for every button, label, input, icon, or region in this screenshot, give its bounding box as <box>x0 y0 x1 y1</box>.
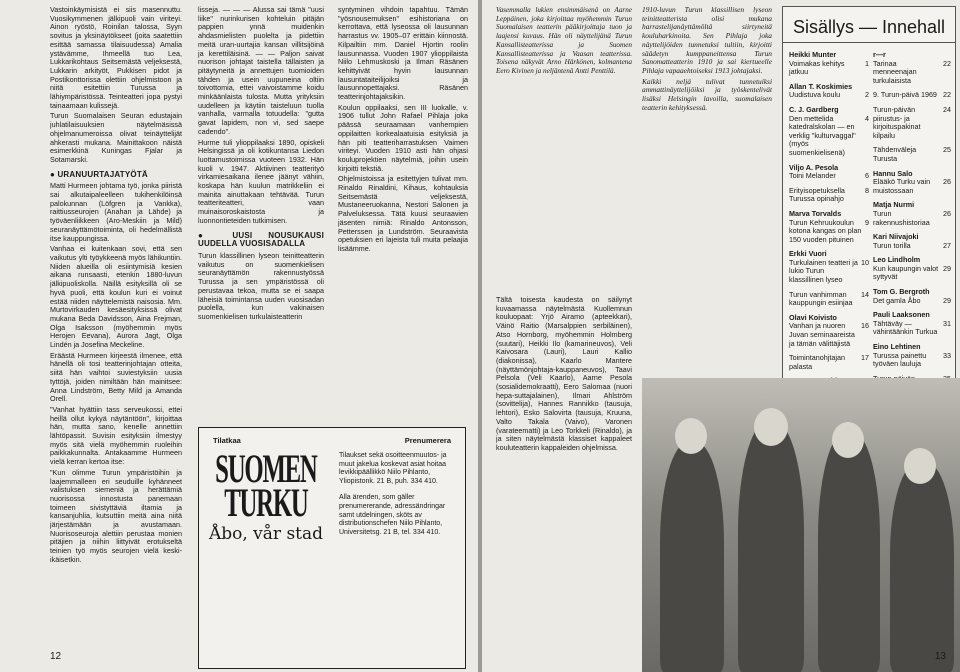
page-number-left: 12 <box>50 651 62 662</box>
right-page <box>482 0 960 672</box>
paragraph: Ohjelmistoissa ja esitettyjen tulivat mm. Rinaldo Rinaldini, Kihaus, kohtauksia Seitsemästä veljeksestä, Mustaneeruokanna, Nestori Salonen ja Palveluksessa. Tätä kuusi seuraavien jäsenten nimiä: Rinaldo Antonsson, Petterssen ja Lundström. Seuraavista opetuksien eri lajeista tuli muita pelaajia lisäämme. <box>338 174 468 253</box>
left-page <box>0 0 478 672</box>
historical-photo <box>642 378 960 672</box>
caption-paragraph: 1910-luvun Turun klassillisen lyseon teinitteatterista olisi mukana harrastelijanäyttämöltä siirtyneitä kouluharkinoita. Sen Pihlaja joka näyttelijöiden tunnetuksi tultiin, kirjoitti säädetyn kumppaneittensa Turun Sanomatteatterin 1910 ja sai kiertueelle Pihlaja vapaaehtoiseksi 1913 johtajaksi. <box>642 6 772 75</box>
toc-entry-title: Turun-päivän piirustus- ja kirjoituspakinat kilpailu <box>873 104 921 140</box>
article-column-1 <box>50 6 182 661</box>
ad-paragraph-finnish: Tilaukset sekä osoitteenmuutos- ja muut jakelua koskevat asiat hoitaa levikkipäällikkö Niilo Pihlanto, Yliopistonk. 21 B, puh. 334 410. <box>339 452 447 485</box>
toc-entry-title: Elääkö Turku vain muistossaan <box>873 177 931 195</box>
paragraph: Vanhaa ei kuitenkaan sovi, että sen vaikutus ylti työykkeenä myös lähikuntiin. Niiden alueilla oli esiintymisiä kesien aikana runsaasti, etenkin 1880-luvun jälkipuoliskolla. Näillä esityksillä oli se hyvä puoli, että koulun kuri ei voinut estää niiden näyttelemistä naisosia. Mm. Murtovirkauden kesäesityksissä olivat mukana Beda Davidsson, Aina Frejman, Olga Isaksson (myöhemmin myös Herojen Eevana), Aurora Jagt, Olga Lindén ja Josefina Meckeline. <box>50 244 182 350</box>
toc-entry <box>873 106 951 140</box>
toc-entry <box>789 187 869 204</box>
ad-paragraph-swedish: Alla ärenden, som gäller prenumererande, adressändringar samt utdelningen, sköts av distributionschefen Niilo Pihlanto, Universitetsg. 21 B, tel. 334 410. <box>339 494 446 536</box>
toc-entry-title: Voimakas kehitys jatkuu <box>789 58 845 77</box>
toc-entry-title: Vanhan ja nuoren Juvan seminaareista ja tämän välittäjistä <box>789 321 855 348</box>
toc-entry-title: Uudistuva koulu <box>789 90 841 100</box>
toc-entry-page: 14 <box>861 289 869 299</box>
toc-entry <box>873 201 951 227</box>
toc-entry-author: Hannu Salo <box>873 168 913 178</box>
toc-entry-page: 6 <box>865 171 869 181</box>
toc-entry-title: 9. Turun-päivä 1969 <box>873 90 937 100</box>
toc-entry-page: 22 <box>943 90 951 100</box>
toc-entry-page: 16 <box>861 321 869 331</box>
toc-entry-page: 9 <box>865 217 869 227</box>
toc-entry-author: Erkki Vuori <box>789 249 827 259</box>
toc-entry-title: Toini Melander <box>789 171 836 181</box>
toc-entry-page: 27 <box>943 240 951 250</box>
toc-entry-title: Turun vanhimman kauppungin esiinjaa <box>789 289 853 308</box>
photo-face <box>832 422 864 458</box>
toc-entry <box>873 51 951 85</box>
paragraph: syntyminen vihdoin tapahtuu. Tämän "yösnousemuksen" esihistoriana on kerrottava, että lyseossa oli lausunnan harrastus vv. 1905–07 erittäin kiinnostä. Kilpailtiin mm. Daniel Hjortin roolin lausunnassa. Vuoden 1907 ylioppilaista Niilo Lehmuskoski ja Ilmari Räsänen kehittyivät hyvin lausunnan lausuntataiteilijoiksi ja lausunnopettajaksi. Räsänen teatterinjohtajaksikin. <box>338 6 468 102</box>
toc-entry-author: Kari Niivajoki <box>873 232 919 242</box>
toc-entry-title: Erityisopetuksella Turussa opinahjo <box>789 185 845 204</box>
paragraph: Turun Suomalaisen Seuran edustajain juhlatilaisuuksien näytelmäsissä ohjelmanumeroissa olivat teinäyttelijät ahkerasti mukana. Mainittakoon näistä esimerkkinä Kuningas Fjalar ja Sotamarski. <box>50 111 182 164</box>
photo-figure <box>890 462 954 672</box>
toc-entry-title: Turun Kehruukoulun kotona kangas on plan 150 vuoden pituinen <box>789 217 862 244</box>
paragraph: "Vanhat hyättiin tass serveukossi, ettei heillä ollut kykyä näytäntöön", kirjoittaa hän, mutta sano, kenelle annettiin lähtöpassit. Suvisin esityksiin ilmestyy myös sitä vielä myöhemmin ruoleihin paikkakunnalta. Antakaamme Hurmeen vielä kerran kertoa itse: <box>50 404 182 467</box>
newspaper-masthead <box>207 446 325 544</box>
quote-paragraph: "Kun olimme Turun ympäristöihin ja laajemmalleen eri seuduille kyhänneet valistuksen siemeniä ja herättämiä nuorisossa innostusta panemaan toimeen sivistyttäviä iltamia ja kansanjuhlia, kutsuttiin meitä aina niitä järjestämään ja avustamaan. Nuorisoseuroja alettiin perustaa monien pitäjien ja niihin liittyivät erotukseltä teinien työ myös seurojen vielä keski-ikäisetkin. <box>50 467 182 564</box>
toc-entry <box>873 288 951 305</box>
paragraph: Hurme tuli ylioppilaaksi 1890, opiskeli Helsingissä ja oli kotikuntansa Liedon luottamustoimissa vuoteen 1932. Hän kuoli v. 1947. Aktiivinen teatterityö virkamiesaikana ilenee jäänyt vähiin, koskapa hän kuulun matrikkeliin ei mainita ainuttakaan tehtävää. Turun teatteriteatteri, vaan muinaisoroskaistosta ja luonnontieteiden tutkimisen. <box>198 137 324 225</box>
ad-text <box>339 452 457 537</box>
toc-entry-title: Tähtäväy — vähintäänkin Turkua <box>873 318 938 337</box>
toc-entry-title: Det gamla Åbo <box>873 295 921 305</box>
toc-entry <box>873 256 951 282</box>
toc-entry-title: Tarinaa menneenajan turkulaisista <box>873 58 917 85</box>
toc-entry <box>873 91 951 100</box>
toc-entry-title: Turun rakennushistoriaa <box>873 208 930 227</box>
toc-entry <box>873 311 951 337</box>
caption-paragraph: Kaikki neljä tulivat tunnetuiksi ammattinäyttelijöiksi ja työskentelivät lisäksi Helsingin lavoilla, suomalaisen teatterin kehityksessä. <box>642 76 772 112</box>
toc-entry-title: Kun kaupungin valot syttyvät <box>873 263 939 282</box>
toc-entry-author: Heikki Munter <box>789 50 837 59</box>
toc-entry-title: Turkulainen teatteri ja lukio Turun klassillinen lyseo <box>789 257 858 285</box>
toc-entry-author: Olavi Koivisto <box>789 312 837 322</box>
paragraph: Tältä toisesta kaudesta on säilynyt kuvaamassa näytelmästä Kuollemnun kouluopaat: Yrjö Airamo (apteekkari), Väinö Raitio (Marsalppien serbiläinen), Atso Hornborg, myöhemmin Holmberg (suutari), Heikki Ilo (kamarineuvos), Veli Kaivosara (Lauri), Lauri Kallio (diakonissa), Kaarlo Mantere (näyttämönjohtaja-kauppaneuvos), Taavi Pelsola (Veli Kaarlo), Aarne Pesola (sosialidemokraatti), Eero Salomaa (nuori hepa-suttajalainen), Ilmari Ahlström (sovittelija), Hannes Rannikko (tausuja, lehtori), Esko Salovirta (tausuja, Kruuna, Valto Takala (Vaivo), Varonen (varateematti) ja Leo Torkkeli (Rinaldo), ja ja siten näytelmästä klassiset kappaleet kouluteatterin kappaleiden ohjelmissa. <box>496 296 632 452</box>
paragraph: Eräästä Hurmeen kirjeestä ilmenee, että hänellä oli tosi teatterinjohtajan otteita, siitä hän vaihtoi suviestyksiin uusia tyttöjä, joiden nimiltään hän mainitsee: Anna Lindström, Betty Mild ja Amanda Orell. <box>50 350 182 404</box>
toc-entry-title: Toimintanohjtajan palasta <box>789 353 845 371</box>
photo-face <box>675 418 707 454</box>
toc-entry-author: Tom G. Bergroth <box>873 287 930 297</box>
ad-label-finnish: Tilatkaa <box>213 436 241 445</box>
toc-entry-author: r—r <box>873 50 886 59</box>
toc-entry-page: 25 <box>943 145 951 155</box>
toc-entry-author: Marva Torvalds <box>789 208 842 218</box>
toc-entry-title: Tähdenväleja Turusta <box>873 145 917 163</box>
paragraph: Turun klassillinen lyseon teinitteatterin vaikutus on suomenkielisen seuranäyttämön rakennustyössä Turussa ja sen ympäristössä oli perustavaa tekoa, mutta se ei saapa läheisiä toimintansa uuden vuosisadan puolella, kun vakinaisen suomenkielisen turkulaisteatterin <box>198 250 324 321</box>
photo-face <box>904 448 936 484</box>
section-heading: ● UUSI NOUSUKAUSI UUDELLA VUOSISADALLA <box>198 230 324 249</box>
toc-entry-author: C. J. Gardberg <box>789 104 839 114</box>
photo-figure <box>660 442 724 672</box>
toc-entry-page: 8 <box>865 185 869 195</box>
article-column-2 <box>198 6 324 426</box>
paragraph: lisseja. — — — Alussa sai tämä "uusi liike" nurinkurisen kohteluin pitäjän pappien ynnä muidenkin ahdasmielisten puolelta ja pidettiin meitä uran-uurtajia kansan villitsijöinä ja kerettiläisinä. — — Paljon saivat nuorison johtajat taistella tällaisten ja pitäytyneitä ja annettujen tuomioiden tähden ja usein uupuneina oltiin toivottomia, ettei vaivoistamme koidu minkäänlaista tulosta. Mutta yrityksiin uudelleen ja käytiin taisteluun tuolla vanhalla, varmalla totuudella: "gutta gavat lapidem, non vi, sed saepe cadendo". <box>198 6 324 136</box>
toc-entry-page: 24 <box>943 104 951 114</box>
toc-entry-page: 33 <box>943 350 951 360</box>
photo-caption-column <box>642 6 772 261</box>
section-heading: ● URANUURTAJATYÖTÄ <box>50 169 148 179</box>
toc-entry-author: Allan T. Koskimies <box>789 81 853 91</box>
toc-entry-page: 26 <box>943 177 951 187</box>
toc-entry-title: Den mettelida katedralskolan — en verklig "kulturvaggal" (myös suomenkielisenä) <box>789 113 856 157</box>
toc-entry <box>789 164 869 181</box>
article-column-3 <box>338 6 468 426</box>
toc-entry-page: 4 <box>865 113 869 123</box>
toc-entry-page: 1 <box>865 58 869 68</box>
toc-entry-page: 17 <box>861 353 869 363</box>
article-column-4-top <box>496 6 632 292</box>
toc-entry <box>789 354 869 371</box>
photo-face <box>754 408 788 446</box>
photo-figure <box>818 432 880 672</box>
toc-entry-page: 22 <box>943 58 951 68</box>
photo-figure <box>738 422 804 672</box>
paragraph: Vasemmalla lukien ensimmäisenä on Aarne Leppäinen, joka kirjoittaa myöhemmin Turun Suomalaisen teatterin pääkirjoittaja tuon ja laajensi kuvaus. Hän oli näyttelijänä Turun Kansallisteatterissa ja Suomen Kansallisteatterissa ja Vaasan teatterissa. Toisena näkyvät Arno Härkönen, kolmantena Eero Kivinen ja neljäntenä Antti Penttilä. <box>496 6 632 75</box>
toc-entry-author: Leo Lindholm <box>873 255 921 265</box>
toc-entry <box>789 250 869 284</box>
toc-entry-page: 26 <box>943 208 951 218</box>
toc-title: Sisällys — Innehall <box>783 7 955 43</box>
toc-entry <box>873 343 951 369</box>
masthead-subtitle: Åbo, vår stad <box>208 524 324 544</box>
toc-entry <box>789 291 869 308</box>
toc-entry-author: Matja Nurmi <box>873 200 915 210</box>
page-number-right: 13 <box>934 651 946 662</box>
toc-entry-page: 29 <box>943 295 951 305</box>
toc-entry <box>789 314 869 348</box>
toc-entry <box>873 233 951 250</box>
masthead-title: SUOMEN TURKU <box>215 446 317 525</box>
toc-entry-page: 2 <box>865 90 869 100</box>
paragraph: Koulun oppilaaksi, sen III luokalle, v. 1906 tullut John Rafael Pihlaja joka päässä seuraamaan vanhempien oppilaitten korkealaatuisia esityksiä ja hän piti teatteriharrastuksen Vaimen viriteyi. Vuoden 1910 asti hän ohjasi kouluprojektien näytelmiä, joihin usein kirjoitti tekstiä. <box>338 102 468 173</box>
toc-entry-author: Pauli Laaksonen <box>873 310 930 320</box>
toc-entry-title: Turun torilla <box>873 240 911 250</box>
toc-entry <box>789 83 869 100</box>
paragraph: Vastoinkäymisistä ei siis masennuttu. Vuosikymmenen jälkipuoli vain viriteyi. Ainon ryöstö, Roinilan talossa, Syyn sovitus ja yksinäytökseet (joita saatettiin esittää samassa tilaisuudessa) Amalia ystävämme, Ihmeellä tuo Lea, Lukkarikohtaus Seitsemästä veljeksestä, Lukkarin arkityöt, Pukkisen pidot ja Postikonttorissa olettiin ohjelmistoon ja niitä esitettiin Turussa ja lähiympäristössä. Teinteatteri jopa pystyi tainaamaan kulissejä. <box>50 6 182 110</box>
subscription-advertisement <box>198 427 466 669</box>
ad-label-swedish: Prenumerera <box>404 436 451 445</box>
paragraph: Matti Hurmeen johtama työ, jonka piiristä sai alkutaipaleelleen tukihenkilöinsä palokunnan (Löfgren ja Vankka), raittiusseurojen (Anahan ja Lähde) ja työväenliikkeen (Aro-Meskiin ja Mild) seuranäyttämötoiminta, oli hedelmällistä itse kauppungissa. <box>50 181 182 243</box>
toc-entry-page: 29 <box>943 263 951 273</box>
toc-entry <box>873 146 951 163</box>
toc-entry-author: Viljo A. Pesola <box>789 162 839 172</box>
toc-entry <box>789 210 869 244</box>
toc-entry <box>789 106 869 158</box>
toc-entry-page: 10 <box>861 257 869 267</box>
toc-entry <box>789 51 869 77</box>
article-column-4 <box>496 296 632 666</box>
toc-entry-page: 31 <box>943 318 951 328</box>
toc-entry-title: Turussa painettu työväen lauluja <box>873 350 927 369</box>
toc-entry-author: Eino Lehtinen <box>873 342 921 352</box>
toc-entry <box>873 170 951 196</box>
